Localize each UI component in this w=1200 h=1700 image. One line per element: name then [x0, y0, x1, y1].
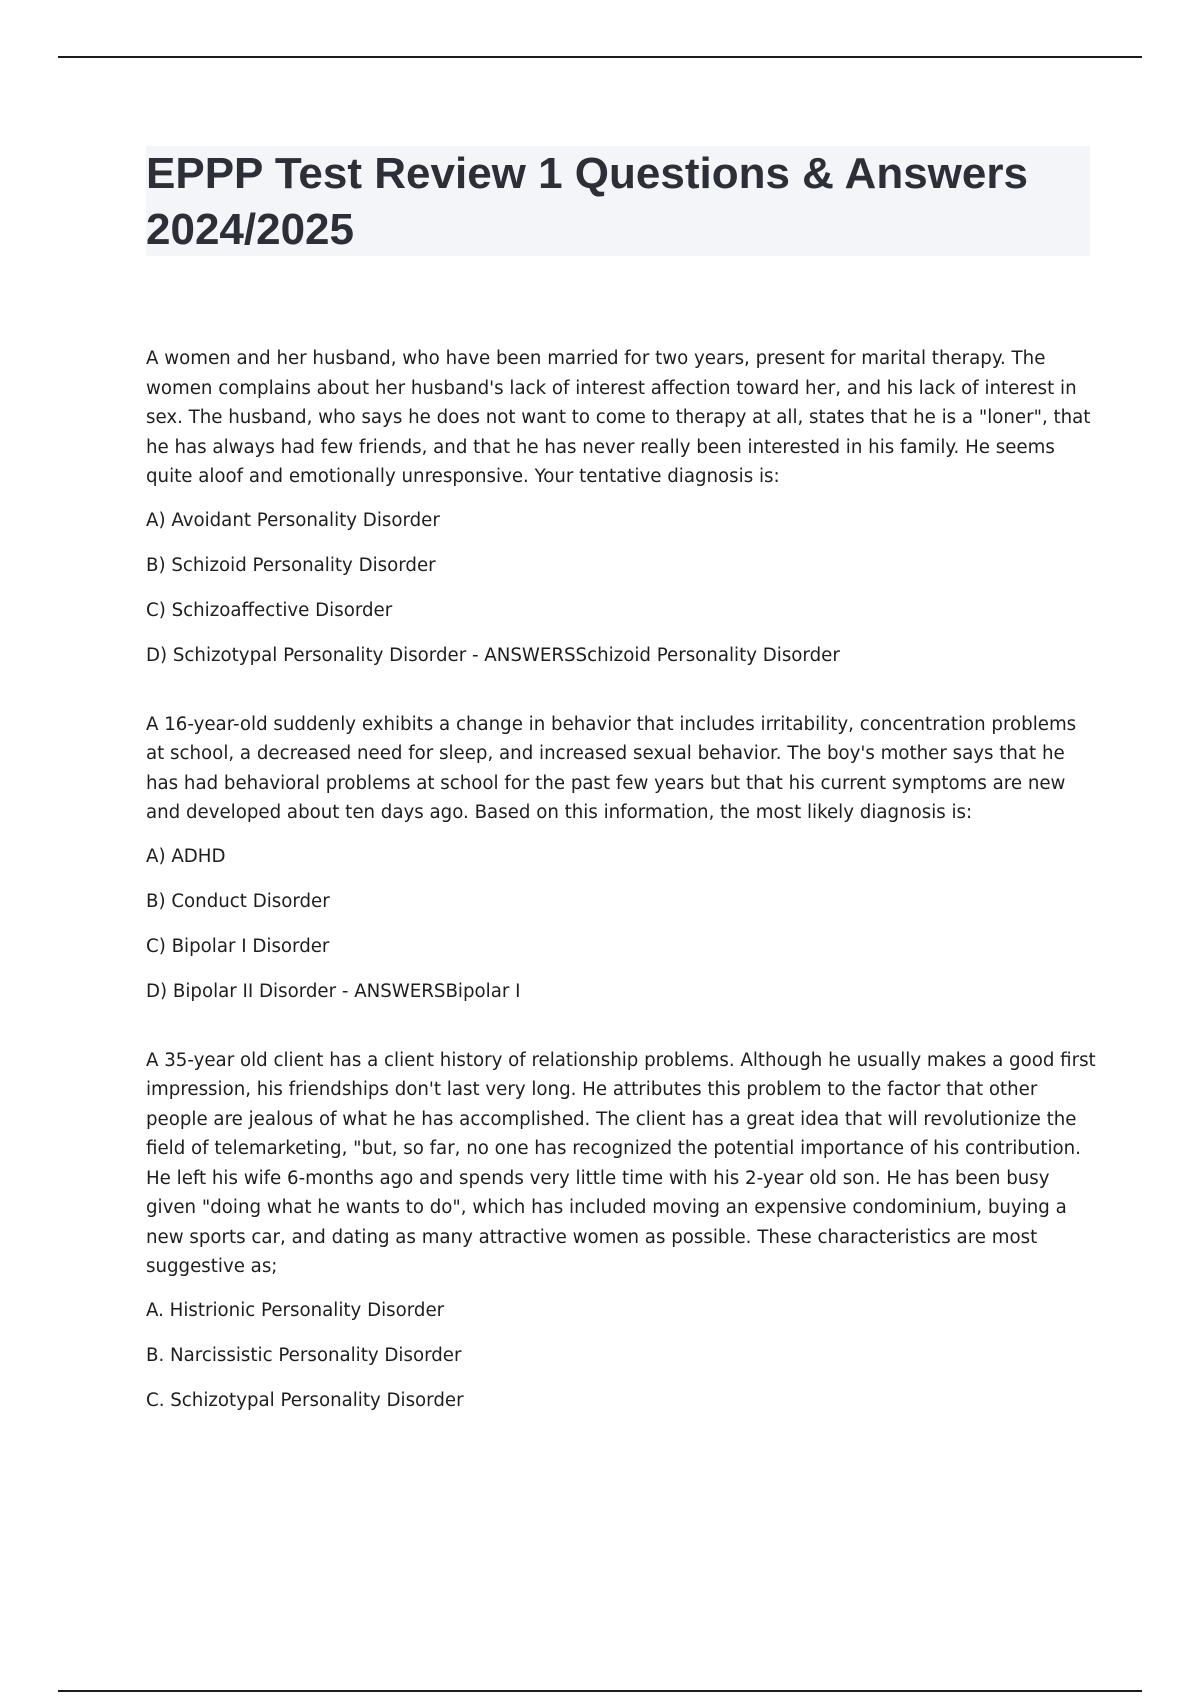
answer-option: C) Schizoaffective Disorder [146, 599, 393, 621]
document-body [146, 344, 1096, 1455]
answer-options [146, 842, 1096, 1006]
answer-options [146, 1296, 1096, 1415]
answer-option: B) Schizoid Personality Disorder [146, 554, 436, 576]
title-block [146, 146, 1090, 256]
answer-option: B) Conduct Disorder [146, 890, 330, 912]
answer-option: A. Histrionic Personality Disorder [146, 1299, 445, 1321]
question-stem: A 35-year old client has a client history of relationship problems. Although he usually makes a good first impression, his friendships don't last very long. He attributes this problem to the factor that other people are jealous of what he has accomplished. The client has a great idea that will revolutionize the field of telemarketing, "but, so far, no one has recognized the potential importance of his contribution. He left his wife 6-months ago and spends very little time with his 2-year old son. He has been busy given "doing what he wants to do", which has included moving an expensive condominium, buying a new sports car, and dating as many attractive women as possible. These characteristics are most suggestive as; [146, 1049, 1096, 1277]
question-3 [146, 1046, 1096, 1415]
answer-option: D) Schizotypal Personality Disorder - ANSWERSSchizoid Personality Disorder [146, 644, 840, 666]
answer-options [146, 506, 1096, 670]
answer-option: D) Bipolar II Disorder - ANSWERSBipolar I [146, 980, 521, 1002]
answer-option: B. Narcissistic Personality Disorder [146, 1344, 462, 1366]
answer-option: A) Avoidant Personality Disorder [146, 509, 440, 531]
answer-option: A) ADHD [146, 845, 226, 867]
answer-option: C) Bipolar I Disorder [146, 935, 330, 957]
question-2 [146, 710, 1096, 1006]
answer-option: C. Schizotypal Personality Disorder [146, 1389, 464, 1411]
page-title: EPPP Test Review 1 Questions & Answers 2024/2025 [146, 149, 1028, 254]
top-rule [58, 56, 1142, 58]
bottom-rule [58, 1690, 1142, 1692]
question-stem: A 16-year-old suddenly exhibits a change in behavior that includes irritability, concentration problems at school, a decreased need for sleep, and increased sexual behavior. The boy's mother says that he has had behavioral problems at school for the past few years but that his current symptoms are new and developed about ten days ago. Based on this information, the most likely diagnosis is: [146, 713, 1077, 823]
question-1 [146, 344, 1096, 670]
question-stem: A women and her husband, who have been married for two years, present for marital therapy. The women complains about her husband's lack of interest affection toward her, and his lack of interest in sex. The husband, who says he does not want to come to therapy at all, states that he is a "loner", that he has always had few friends, and that he has never really been interested in his family. He seems quite aloof and emotionally unresponsive. Your tentative diagnosis is: [146, 348, 1091, 487]
